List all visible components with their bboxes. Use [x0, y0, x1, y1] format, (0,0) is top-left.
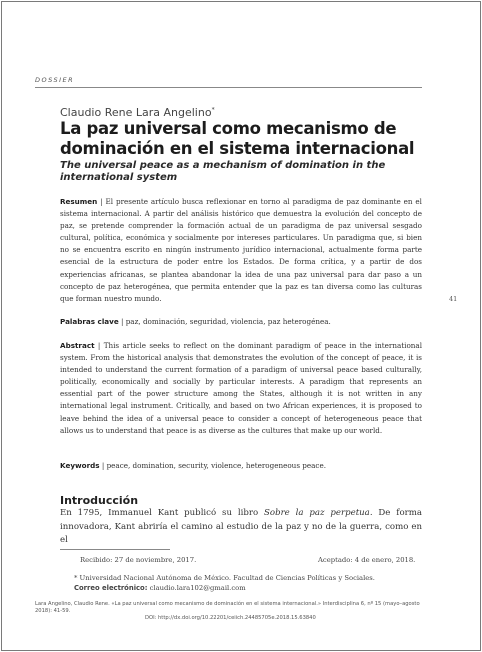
- author-name: [60, 106, 215, 119]
- citation-text: Lara Angelino, Claudio Rene. «La paz universal como mecanismo de dominación en el sistema internacional.» Interdisciplina 6, nº 15 (mayo–agosto 2018): 41-59.: [35, 601, 420, 615]
- resumen-label: Resumen: [60, 197, 98, 206]
- keywords-text: | peace, domination, security, violence, heterogeneous peace.: [101, 461, 326, 470]
- received-date: Recibido: 27 de noviembre, 2017.: [80, 556, 197, 564]
- resumen-text: | El presente artículo busca reflexionar en torno al paradigma de paz dominante en el sistema internacional. A partir del análisis histórico que demuestra la evolución del concepto de paz, se pretende comprender la formación actual de un paradigma de paz universal sesgado cultural, política, económica y socialmente por intereses particulares. Un paradigma que, si bien no se encuentra escrito en ningún instrumento jurídico internacional, actualmente forma parte esencial de la estructura de poder entre los Estados. De forma crítica, y a partir de dos experiencias africanas, se plantea abandonar la idea de una paz universal para dar paso a un concepto de paz heterogénea, que permita entender que la paz es tan diversa como las culturas que forman nuestro mundo.: [60, 197, 422, 303]
- accepted-date: Aceptado: 4 de enero, 2018.: [318, 556, 416, 564]
- palabras-clave-label: Palabras clave: [60, 317, 119, 326]
- title-spanish: La paz universal como mecanismo de dominación en el sistema internacional: [60, 119, 415, 158]
- author-footnote-mark: *: [211, 106, 215, 114]
- title-english: The universal peace as a mechanism of domination in the international system: [60, 160, 386, 183]
- email-address: claudio.lara102@gmail.com: [149, 583, 246, 592]
- introduction-heading: Introducción: [60, 494, 139, 507]
- keywords-label: Keywords: [60, 461, 100, 470]
- intro-text-before: En 1795, Immanuel Kant publicó su libro: [60, 508, 265, 518]
- intro-book-title: Sobre la paz perpetua: [264, 508, 370, 518]
- affiliation-text: * Universidad Nacional Autónoma de México. Facultad de Ciencias Políticas y Sociales.: [74, 574, 375, 582]
- footnote-rule: [60, 549, 170, 550]
- palabras-clave-block: [60, 316, 422, 328]
- citation-block: [35, 601, 425, 623]
- keywords-block: [60, 460, 422, 472]
- palabras-clave-text: | paz, dominación, seguridad, violencia, paz heterogénea.: [121, 317, 331, 326]
- author-affiliation-footnote: [74, 574, 424, 593]
- abstract-label: Abstract: [60, 341, 95, 350]
- abstract-block: [60, 340, 422, 437]
- intro-text-after: . De forma innovadora, Kant abriría el camino al estudio de la paz y no de la guerra, como en el: [60, 508, 422, 545]
- page-number: 41: [449, 295, 458, 303]
- header-rule: [35, 87, 422, 88]
- introduction-text: [60, 507, 422, 548]
- author-text: Claudio Rene Lara Angelino: [60, 106, 212, 119]
- email-label: Correo electrónico:: [74, 583, 148, 592]
- section-tag: DOSSIER: [35, 76, 75, 84]
- resumen-block: [60, 196, 422, 305]
- abstract-text: | This article seeks to reflect on the dominant paradigm of peace in the international system. From the historical analysis that demonstrates the evolution of the concept of peace, it is intended to understand the current formation of a paradigm of universal peace based culturally, politically, economically and socially by particular interests. A paradigm that represents an essential part of the power structure among the States, although it is not written in any international legal instrument. Critically, and based on two African experiences, it is proposed to leave behind the idea of a universal peace to consider a concept of heterogeneous peace that allows us to understand that peace is as diverse as the cultures that make up our world.: [60, 341, 422, 435]
- doi-text: DOI: http://dx.doi.org/10.22201/ceiich.24485705e.2018.15.63840: [145, 615, 316, 622]
- email-line: [74, 584, 424, 594]
